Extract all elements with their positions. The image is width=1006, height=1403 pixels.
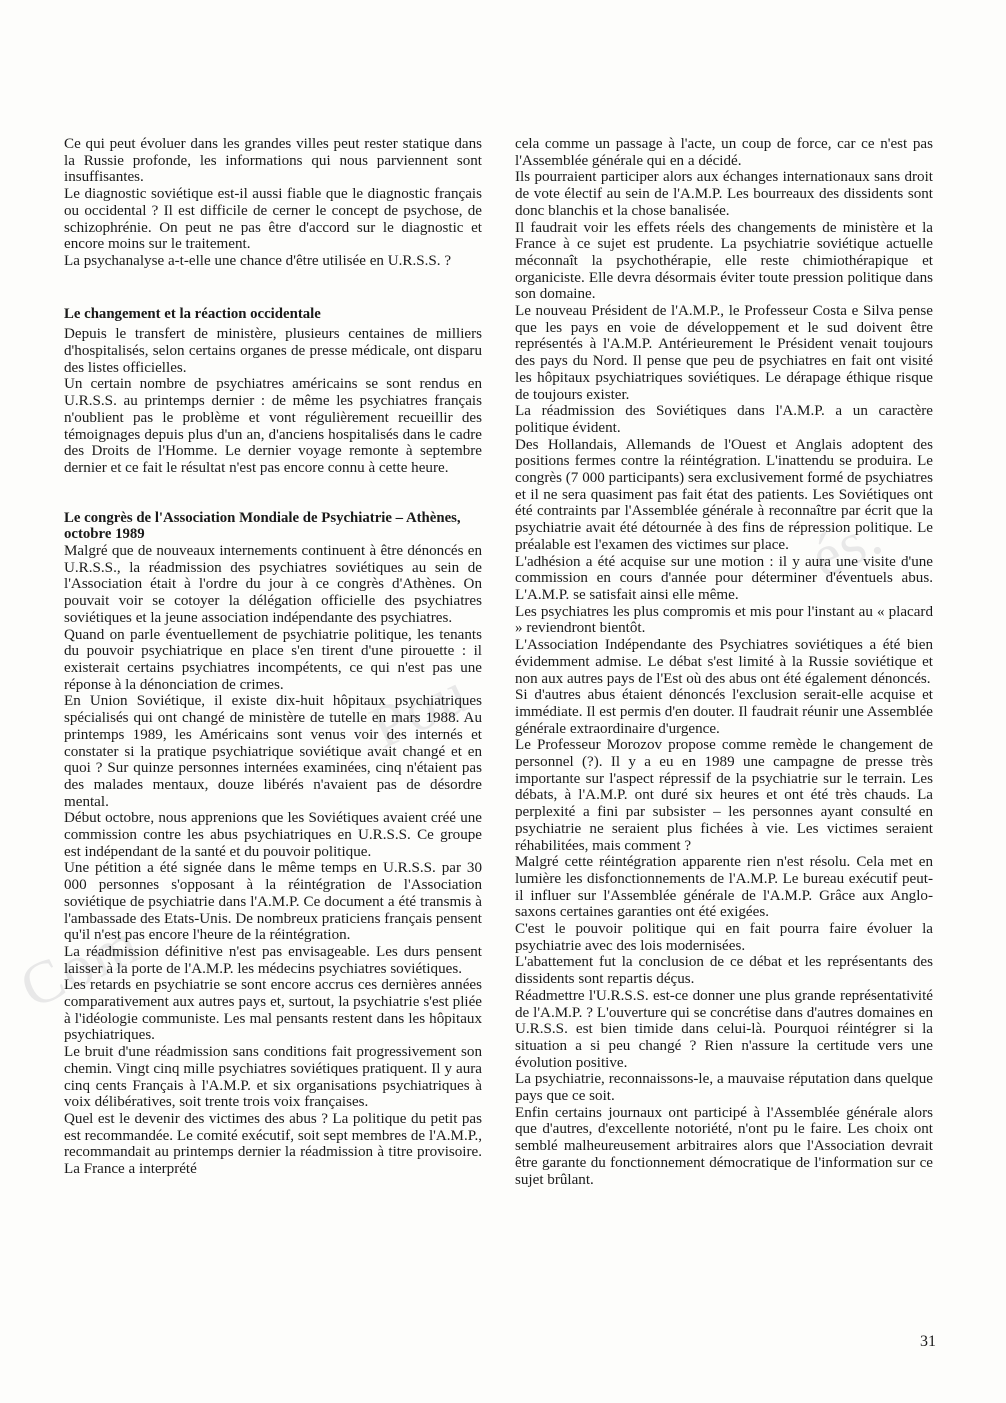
paragraph: La réadmission des Soviétiques dans l'A.M.P. a un caractère politique évident.: [515, 403, 933, 436]
paragraph: Réadmettre l'U.R.S.S. est-ce donner une plus grande représentativité de l'A.M.P. ? L'ouverture qui se concrétise dans d'autres domaines en U.R.S.S. est bien timide dans celui-là. Pourquoi réintégrer si la situation a si peu changé ? Rien n'assure la certitude vers une évolution positive.: [515, 987, 933, 1071]
paragraph: La psychiatrie, reconnaissons-le, a mauvaise réputation dans quelque pays que ce soit.: [515, 1071, 933, 1105]
page-number: 31: [920, 1333, 936, 1350]
paragraph: Enfin certains journaux ont participé à l'Assemblée générale alors que d'autres, d'excellente notoriété, n'ont pu le faire. Les choix ont semblé malheureusement arbitraires alors que l'Association devrait être garante du fonctionnement démocratique de l'information sur ce sujet brûlant.: [515, 1104, 933, 1188]
paragraph: Une pétition a été signée dans le même temps en U.R.S.S. par 30 000 personnes s'opposant à la réintégration de l'Association soviétique de psychiatrie dans l'A.M.P. Ce document a été transmis à l'ambassade des Etats-Unis. De nombreux praticiens français pensent qu'il n'est pas encore l'heure de la réintégration.: [64, 860, 482, 944]
paragraph: La psychanalyse a-t-elle une chance d'être utilisée en U.R.S.S. ?: [64, 252, 452, 269]
section-heading: Le congrès de l'Association Mondiale de Psychiatrie – Athènes, octobre 1989: [64, 509, 461, 543]
watermark-right: és.: [800, 500, 893, 591]
paragraph: Malgré que de nouveaux internements continuent à être dénoncés en U.R.S.S., la réadmission des psychiatres soviétiques au sein de l'Association était à l'ordre du jour à ce congrès d'Athènes. On pouvait voir se cotoyer la délégation officielle des psychiatres soviétiques et la jeune association indépendante des psychiatres.: [64, 543, 482, 626]
paragraph: Des Hollandais, Allemands de l'Ouest et Anglais adoptent des positions fermes contre la réintégration. L'inattendu se produira. Le congrès (7 000 participants) sera exclusivement formé de psychiatres et il ne sera quasiment pas fait état des patients. Les Soviétiques ont été contraints par l'Assemblée générale à reconnaître par écrit que la psychiatrie avait été détournée à des fins de répression politique. Le préalable est l'examen des victimes sur place.: [515, 436, 933, 553]
paragraph: L'adhésion a été acquise sur une motion : il y aura une visite d'une commission en cours d'année pour déterminer d'éventuels abus. L'A.M.P. se satisfait ainsi elle même.: [515, 553, 933, 603]
right-column: [515, 136, 933, 1188]
paragraph: Quand on parle éventuellement de psychiatrie politique, les tenants du pouvoir psychiatrique en place s'en tirent d'une pirouette : il existerait certains psychiatres incompétents, ce qui n'est pas une réponse à la dénonciation de crimes.: [64, 626, 482, 693]
paragraph: Les psychiatres les plus compromis et mis pour l'instant au « placard » reviendront bientôt.: [515, 603, 933, 637]
section-heading: Le changement et la réaction occidentale: [64, 305, 321, 322]
paragraph: Si d'autres abus étaient dénoncés l'exclusion serait-elle acquise et immédiate. Il est permis d'en douter. Il faudrait réunir une Assemblée générale extraordinaire d'urgence.: [515, 687, 933, 737]
watermark-center: Pou: [360, 658, 479, 761]
paragraph: La réadmission définitive n'est pas envisageable. Les durs pensent laisser à la porte de l'A.M.P. les médecins psychiatres soviétiques.: [64, 943, 482, 977]
paragraph: Malgré cette réintégration apparente rien n'est résolu. Cela met en lumière les disfonctionnements de l'A.M.P. Le bureau exécutif peut-il influer sur l'Assemblée générale de l'A.M.P. Grâce aux Anglo-saxons certaines garanties ont été exigées.: [515, 854, 933, 921]
paragraph: Les retards en psychiatrie se sont encore accrus ces dernières années comparativement aux autres pays et, surtout, la psychiatrie s'est pliée à l'idéologie communiste. Les mal pensants restent dans les hôpitaux psychiatriques.: [64, 977, 482, 1044]
watermark-left: Com: [10, 909, 150, 1021]
paragraph: Ils pourraient participer alors aux échanges internationaux sans droit de vote électif au sein de l'A.M.P. Les bourreaux des dissidents sont donc blanchis et la chose banalisée.: [515, 169, 933, 219]
paragraph: L'Association Indépendante des Psychiatres soviétiques a été bien évidemment admise. Le débat s'est limité à la Russie soviétique et non aux autres pays de l'Est où des abus ont été également dénoncés.: [515, 637, 933, 687]
paragraph: Le Professeur Morozov propose comme remède le changement de personnel (?). Il y a eu en 1989 une campagne de presse très importante sur l'aspect répressif de la psychiatrie sur le terrain. Les débats, à l'A.M.P. ont duré six heures et ont été très chauds. La perplexité a fini par subsister – les personnes ayant consulté en psychiatrie ne seraient plus fichées à vie. Les victimes seraient réhabilitées, mais comment ?: [515, 737, 933, 854]
left-column: [64, 136, 482, 1178]
paragraph: En Union Soviétique, il existe dix-huit hôpitaux psychiatriques spécialisés qui ont changé de ministère de tutelle en mars 1988. Au printemps 1989, les Américains sont venus voir des internés et constater si la pratique psychiatrique soviétique avait changé et en quoi ? Sur quinze personnes internées examinées, cinq n'étaient pas des malades mentaux, douze libérés n'avaient pas de désordre mental.: [64, 693, 482, 810]
paragraph: L'abattement fut la conclusion de ce débat et les représentants des dissidents sont repartis déçus.: [515, 954, 933, 988]
paragraph: Le diagnostic soviétique est-il aussi fiable que le diagnostic français ou occidental ? Il est difficile de cerner le concept de psychose, de schizophrénie. On peut ne pas être d'accord sur le diagnostic et encore moins sur le traitement.: [64, 186, 482, 253]
paragraph: Quel est le devenir des victimes des abus ? La politique du petit pas est recommandée. Le comité exécutif, soit sept membres de l'A.M.P., recommandait au printemps dernier la réadmission à titre provisoire. La France a interprété: [64, 1110, 482, 1178]
paragraph: Il faudrait voir les effets réels des changements de ministère et la France à ce sujet est prudente. La psychiatrie soviétique actuelle méconnaît la psychothérapie, elle reste chimiothérapique et organiciste. Elle devra désormais éviter toute pression politique dans son domaine.: [515, 219, 933, 303]
paragraph: Début octobre, nous apprenions que les Soviétiques avaient créé une commission contre les abus psychiatriques en U.R.S.S. Ce groupe est indépendant de la santé et du pouvoir politique.: [64, 810, 482, 860]
paragraph: Un certain nombre de psychiatres américains se sont rendus en U.R.S.S. au printemps dernier : de même les psychiatres français n'oublient pas le problème et vont régulièrement recueillir des témoignages depuis plus d'un an, d'anciens hospitalisés dans le cadre des Droits de l'Homme. Le dernier voyage remonte à septembre dernier et ce fait le résultat n'est pas encore connu à cette heure.: [64, 376, 482, 476]
paragraph: Ce qui peut évoluer dans les grandes villes peut rester statique dans la Russie profonde, les informations qui nous parviennent sont insuffisantes.: [64, 136, 482, 186]
paragraph: C'est le pouvoir politique qui en fait pourra faire évoluer la psychiatrie avec des lois modernisées.: [515, 921, 933, 954]
paragraph: Depuis le transfert de ministère, plusieurs centaines de milliers d'hospitalisés, selon certains organes de presse médicale, ont disparu des listes officielles.: [64, 326, 482, 376]
paragraph: Le nouveau Président de l'A.M.P., le Professeur Costa e Silva pense que les pays en voie de développement et le sud doivent être représentés à l'A.M.P. Antérieurement le Président venait toujours des pays du Nord. Il pense que peu de psychiatres en fait ont visité les hôpitaux psychiatriques soviétiques. Le dérapage éthique risque de toujours exister.: [515, 303, 933, 403]
paragraph: cela comme un passage à l'acte, un coup de force, car ce n'est pas l'Assemblée générale qui en a décidé.: [515, 136, 933, 169]
paragraph: Le bruit d'une réadmission sans conditions fait progressivement son chemin. Vingt cinq mille psychiatres soviétiques pratiquent. Il y aura cinq cents Français à l'A.M.P. et six organisations psychiatriques à voix délibératives, soit trente trois voix françaises.: [64, 1044, 482, 1111]
